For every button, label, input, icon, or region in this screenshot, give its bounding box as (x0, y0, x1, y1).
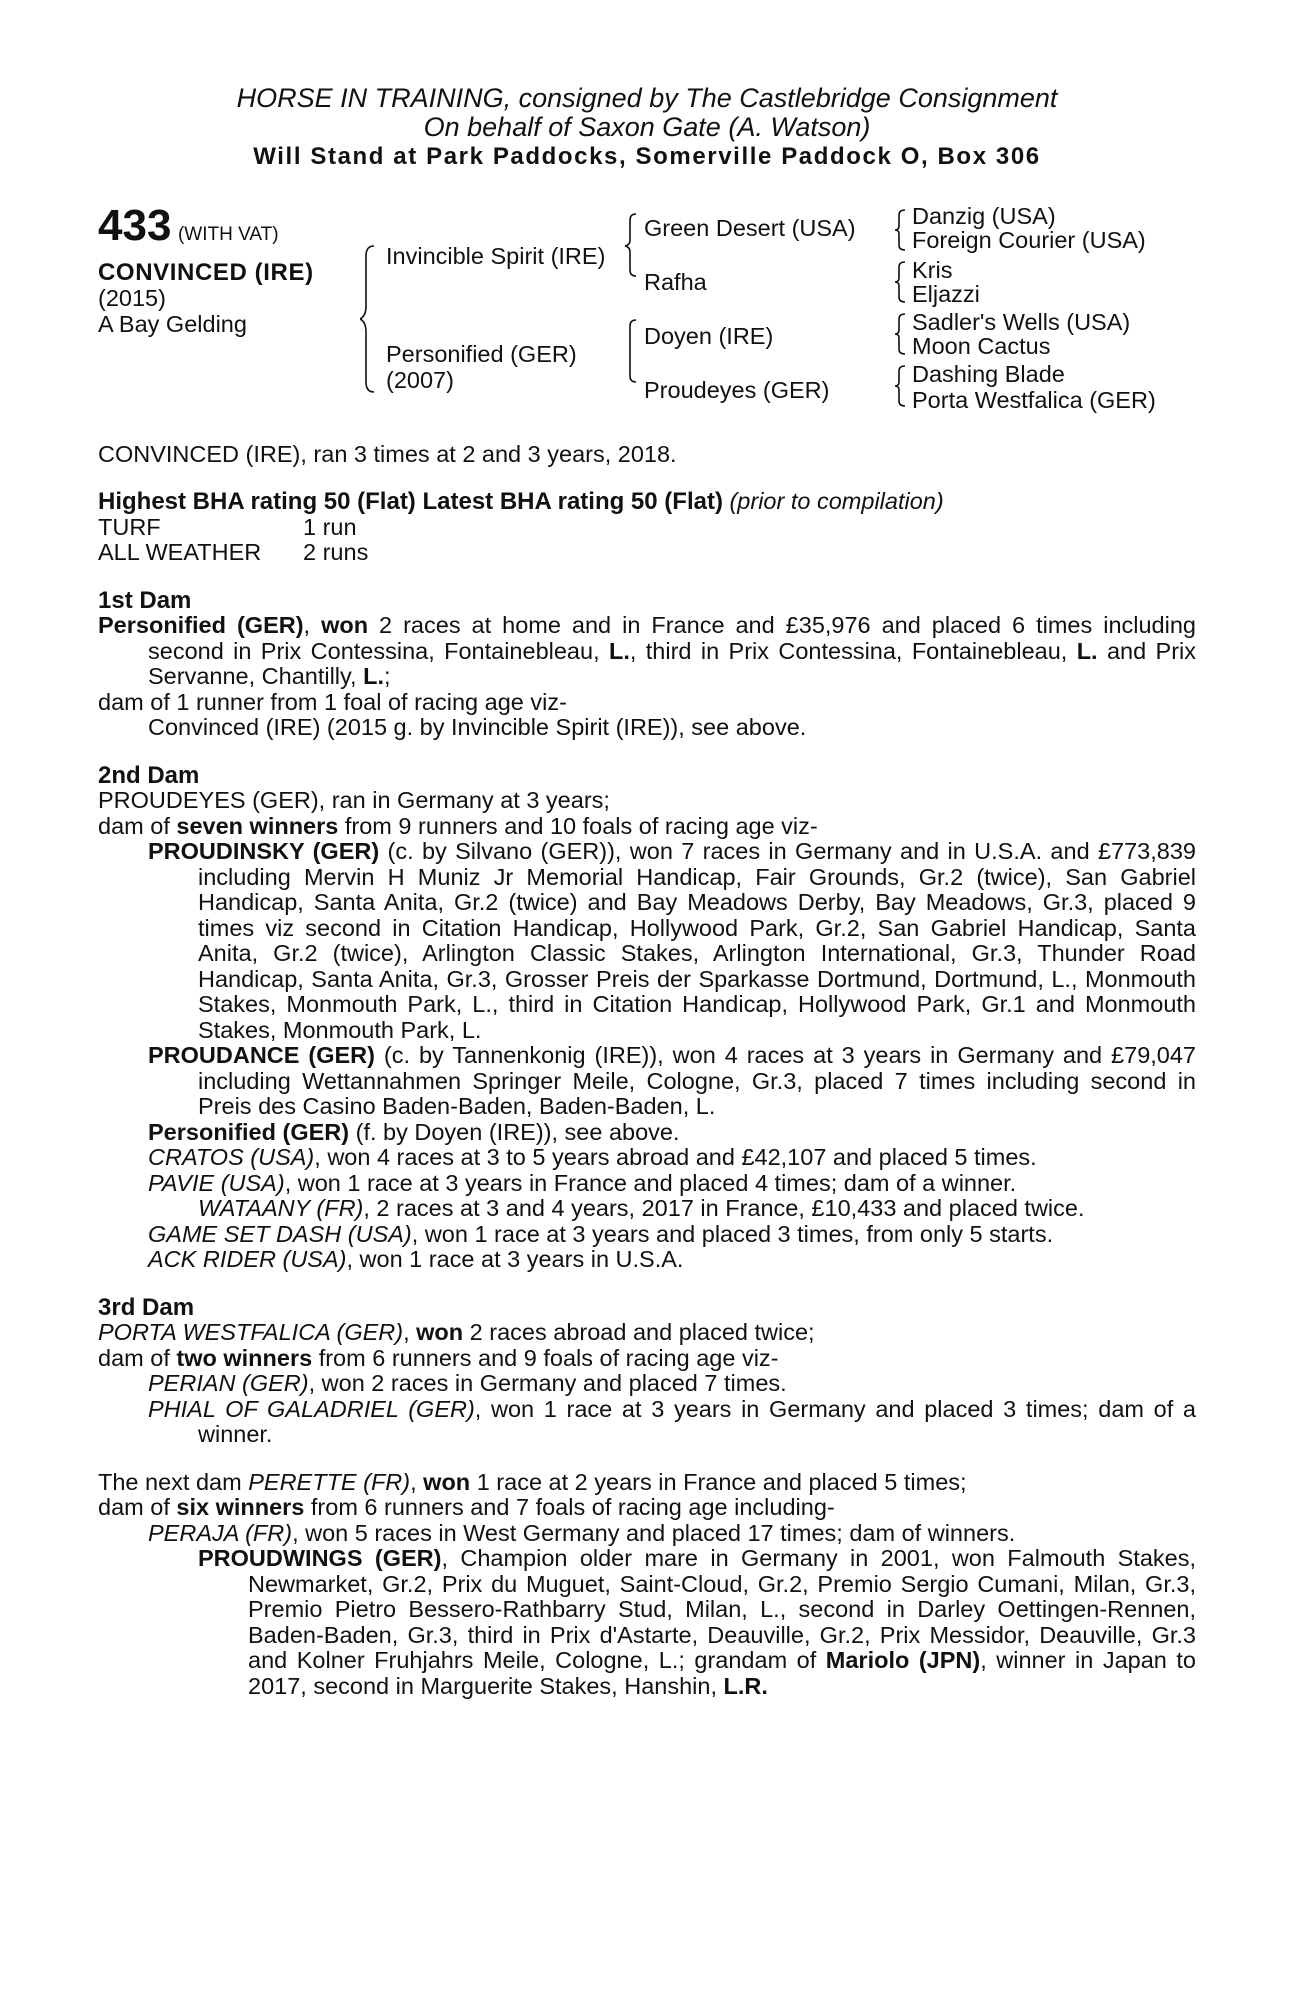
third-dam-section (98, 1295, 1196, 1448)
offspring-ack-rider (98, 1247, 1196, 1273)
offspring-proudance (98, 1043, 1196, 1120)
next-dam-text: 1 race at 2 years in France and placed 5 times; (470, 1468, 967, 1495)
all-weather-label: ALL WEATHER (98, 539, 262, 565)
grandam-text: , winner in Japan to 2017, second in Marguerite Stakes, Hanshin, (248, 1647, 1196, 1699)
horse-name: CONVINCED (IRE) (98, 258, 314, 286)
listed-mark: L. (363, 663, 384, 689)
dam-dam: Proudeyes (GER) (644, 376, 830, 403)
horse-description: A Bay Gelding (98, 310, 247, 337)
listed-race-mark: L.R. (723, 1672, 768, 1699)
offspring-game-set-dash (98, 1222, 1196, 1248)
dam-sire: Doyen (IRE) (644, 322, 774, 349)
stand-location-line: Will Stand at Park Paddocks, Somerville Paddock O, Box 306 (253, 143, 1041, 170)
grandam-prefix: grandam of (684, 1647, 826, 1673)
offspring-name: PROUDANCE (GER) (148, 1042, 375, 1068)
offspring-phial-of-galadriel (98, 1397, 1196, 1448)
offspring-record: (f. by Doyen (IRE)), see above. (349, 1118, 680, 1145)
offspring-cratos (98, 1145, 1196, 1171)
first-dam-section (98, 588, 1196, 741)
third-dam-record: PORTA WESTFALICA (GER), won 2 races abroad and placed twice; (98, 1319, 815, 1345)
offspring-personified (98, 1120, 1196, 1146)
grandam-name: Mariolo (JPN) (825, 1647, 981, 1673)
ancestor-3: Kris (912, 256, 953, 283)
sire-dam: Rafha (644, 268, 707, 295)
third-dam-produce-line (98, 1346, 1196, 1372)
rating-note: (prior to compilation) (729, 488, 944, 514)
brace-g2 (894, 260, 908, 304)
winners-count: seven winners (176, 812, 339, 839)
lot-number-row (98, 200, 279, 250)
third-dam-text: 2 races abroad and placed twice; (463, 1319, 815, 1345)
sire: Invincible Spirit (IRE) (386, 242, 606, 269)
offspring-record: , Champion older mare in Germany in 2001, won Falmouth Stakes, Newmarket, Gr.2, Prix du Muguet, Saint-Cloud, Gr.2, Premio Sergio Cumani, Milan, Gr.3, Premio Pietro Bessero-Rathbarry Stud, Milan, L., second in Darley Oettingen-Rennen, Baden-Baden, Gr.3, third in Prix d'Astarte, Deauville, Gr.2, Prix Messidor, Deauville, Gr.3 and Kolner Fruhjahrs Meile, Cologne, L.; (248, 1545, 1197, 1673)
offspring-name: PROUDINSKY (GER) (148, 838, 380, 864)
offspring-record: , won 2 races in Germany and placed 7 times. (308, 1370, 787, 1396)
offspring-name: WATAANY (FR) (198, 1195, 364, 1221)
dam-line-brace (624, 318, 640, 384)
catalogue-page (98, 84, 1196, 1699)
winners-count: two winners (176, 1344, 313, 1371)
on-behalf-line: On behalf of Saxon Gate (A. Watson) (423, 112, 871, 142)
offspring-record: , won 5 races in West Germany and placed 17 times; dam of winners. (292, 1519, 1016, 1546)
turf-label: TURF (98, 513, 161, 540)
offspring-record: , won 1 race at 3 years in Germany and placed 3 times; dam of a winner. (198, 1395, 1196, 1447)
offspring-pavie (98, 1171, 1196, 1197)
offspring-record: , 2 races at 3 and 4 years, 2017 in France, £10,433 and placed twice. (363, 1195, 1085, 1221)
next-dam-produce-line (98, 1495, 1196, 1521)
offspring-record: , won 4 races at 3 to 5 years abroad and £42,107 and placed 5 times. (314, 1144, 1037, 1170)
horse-year: (2015) (98, 284, 166, 311)
produce-prefix: dam of (98, 1344, 177, 1371)
rating-text: Highest BHA rating 50 (Flat) Latest BHA rating 50 (Flat) (98, 488, 723, 515)
vat-note: (WITH VAT) (177, 223, 279, 245)
next-dam-intro: The next dam (98, 1468, 249, 1495)
turf-row (98, 515, 1196, 541)
second-dam-line: PROUDEYES (GER), ran in Germany at 3 years; (98, 787, 610, 813)
ancestor-2: Foreign Courier (USA) (912, 226, 1146, 253)
first-dam-won: won (321, 612, 369, 638)
all-weather-row (98, 540, 1196, 566)
listed-mark: L. (608, 637, 630, 664)
produce-prefix: dam of (98, 812, 177, 839)
third-dam-title: 3rd Dam (98, 1293, 195, 1321)
ancestor-7: Dashing Blade (912, 360, 1065, 387)
next-dam-record: The next dam PERETTE (FR), won 1 race at 2 years in France and placed 5 times; (98, 1468, 967, 1495)
offspring-name: PROUDWINGS (GER) (198, 1545, 442, 1571)
sire-sire: Green Desert (USA) (644, 214, 856, 241)
first-dam-record: Personified (GER), won 2 races at home and in France and £35,976 and placed 6 times including second in Prix Contessina, Fontainebleau, L., third in Prix Contessina, Fontainebleau, L. and Prix Servanne, Chantilly, L.; (98, 612, 1196, 689)
lot-number: 433 (98, 200, 172, 250)
ancestor-1: Danzig (USA) (912, 202, 1056, 229)
offspring-record: , won 1 race at 3 years in U.S.A. (346, 1246, 684, 1272)
offspring-proudwings (98, 1546, 1196, 1699)
brace-g3 (894, 312, 908, 356)
produce-suffix: from 9 runners and 10 foals of racing age viz- (338, 812, 818, 839)
ancestor-6: Moon Cactus (912, 332, 1051, 359)
offspring-name: GAME SET DASH (USA) (148, 1220, 412, 1247)
dam-year: (2007) (386, 366, 454, 393)
second-dam-title: 2nd Dam (98, 761, 200, 789)
first-dam-name: Personified (GER) (98, 612, 304, 638)
third-dam-name: PORTA WESTFALICA (GER) (98, 1319, 404, 1345)
offspring-record: , won 1 race at 3 years in France and placed 4 times; dam of a winner. (284, 1169, 1017, 1196)
offspring-name: CRATOS (USA) (148, 1144, 315, 1170)
first-dam-offspring: Convinced (IRE) (2015 g. by Invincible Spirit (IRE)), see above. (148, 714, 807, 740)
first-dam-produce-line: dam of 1 runner from 1 foal of racing age viz- (98, 688, 567, 715)
sire-dam-brace (360, 244, 380, 394)
offspring-record: (c. by Silvano (GER)), won 7 races in Germany and in U.S.A. and £773,839 including Mervin H Muniz Jr Memorial Handicap, Fair Grounds, Gr.2 (twice), San Gabriel Handicap, Santa Anita, Gr.2 (twice) and Bay Meadows Derby, Bay Meadows, Gr.3, placed 9 times viz second in Citation Handicap, Hollywood Park, Gr.2, San Gabriel Handicap, Santa Anita, Gr.2 (twice), Arlington Classic Stakes, Arlington International, Gr.3, Thunder Road Handicap, Santa Anita, Gr.3, Grosser Preis der Sparkasse Dortmund, Dortmund, L., Monmouth Stakes, Monmouth Park, L., third in Citation Handicap, Hollywood Park, Gr.1 and Monmouth Stakes, Monmouth Park, L. (198, 838, 1196, 1043)
pedigree-block (98, 200, 1196, 454)
offspring-record: , won 1 race at 3 years and placed 3 times, from only 5 starts. (411, 1220, 1054, 1247)
offspring-record: (c. by Tannenkonig (IRE)), won 4 races at 3 years in Germany and £79,047 including Wettannahmen Springer Meile, Cologne, Gr.3, placed 7 times including second in Preis des Casino Baden-Baden, Baden-Baden, L. (198, 1042, 1197, 1119)
rating-section (98, 489, 1196, 566)
produce-suffix: from 6 runners and 7 foals of racing age including- (304, 1494, 835, 1520)
next-dam-section (98, 1470, 1196, 1700)
next-dam-won: won (423, 1468, 471, 1495)
brace-g1 (894, 208, 908, 252)
next-dam-name: PERETTE (FR) (248, 1468, 411, 1495)
consignor-line: HORSE IN TRAINING, consigned by The Castlebridge Consignment (236, 83, 1058, 113)
turf-value: 1 run (303, 513, 357, 540)
offspring-name: PERIAN (GER) (148, 1370, 309, 1396)
sire-line-brace (624, 212, 640, 278)
second-dam-section (98, 763, 1196, 1273)
offspring-proudinsky (98, 839, 1196, 1043)
brace-g4 (894, 364, 908, 408)
winners-count: six winners (176, 1494, 305, 1520)
first-dam-text-4: ; (383, 663, 391, 689)
first-dam-title: 1st Dam (98, 586, 192, 614)
all-weather-value: 2 runs (303, 539, 369, 565)
offspring-name: PAVIE (USA) (148, 1169, 285, 1196)
produce-prefix: dam of (98, 1494, 177, 1520)
offspring-wataany (98, 1196, 1196, 1222)
race-summary: CONVINCED (IRE), ran 3 times at 2 and 3 years, 2018. (98, 440, 677, 467)
dam: Personified (GER) (386, 340, 577, 367)
offspring-perian (98, 1371, 1196, 1397)
offspring-name: PHIAL OF GALADRIEL (GER) (148, 1395, 475, 1422)
produce-suffix: from 6 runners and 9 foals of racing age viz- (312, 1344, 779, 1371)
ancestor-8: Porta Westfalica (GER) (912, 386, 1156, 413)
offspring-name: PERAJA (FR) (148, 1519, 293, 1546)
offspring-name: ACK RIDER (USA) (148, 1246, 347, 1272)
first-dam-text-2: , third in Prix Contessina, Fontainebleau, (629, 637, 1077, 664)
second-dam-produce-line (98, 814, 1196, 840)
offspring-peraja (98, 1521, 1196, 1547)
first-dam-text-3: and Prix Servanne, Chantilly, (148, 637, 1196, 689)
third-dam-won: won (416, 1319, 464, 1345)
ancestor-4: Eljazzi (912, 280, 980, 307)
first-dam-text-1: 2 races at home and in France and £35,976 and placed 6 times including second in Prix Contessina, Fontainebleau, (148, 612, 1196, 664)
offspring-name: Personified (GER) (148, 1118, 350, 1145)
ancestor-5: Sadler's Wells (USA) (912, 308, 1131, 335)
listed-mark: L. (1076, 637, 1098, 664)
